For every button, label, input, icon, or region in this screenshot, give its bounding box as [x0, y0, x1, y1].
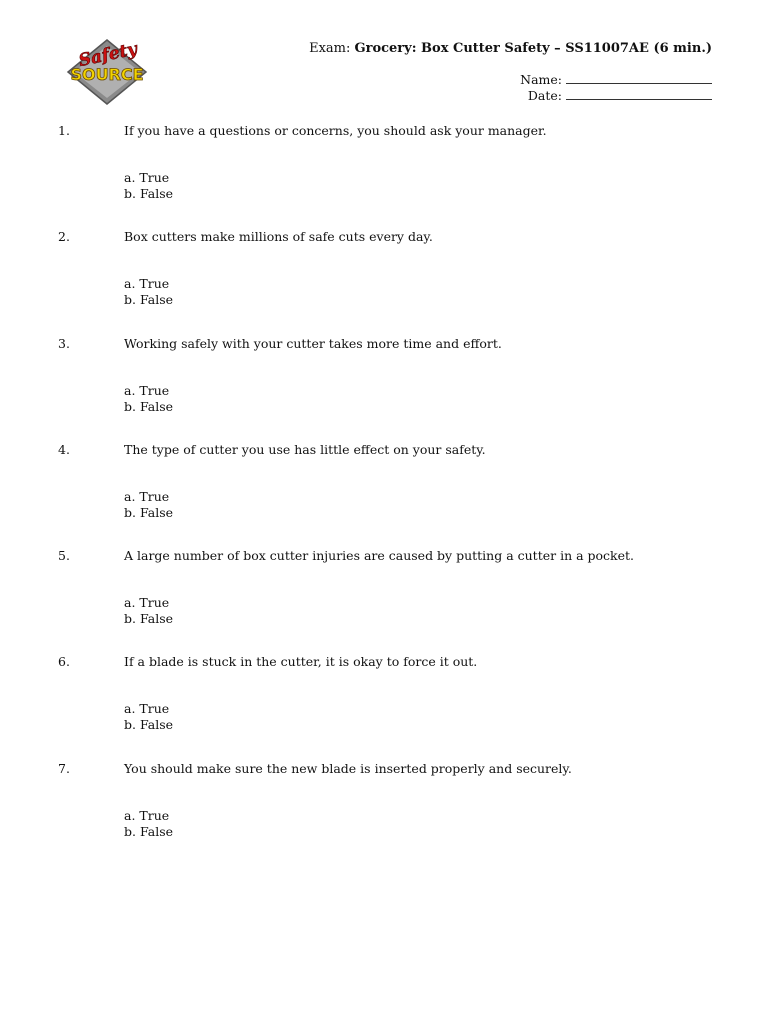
- question-item: [58, 653, 718, 759]
- question-text: If you have a questions or concerns, you should ask your manager.: [124, 123, 547, 138]
- svg-text:Safety: Safety: [76, 39, 139, 72]
- option-true[interactable]: a. True: [124, 807, 170, 823]
- question-item: [58, 441, 718, 547]
- option-true[interactable]: a. True: [124, 276, 170, 292]
- option-false[interactable]: b. False: [124, 611, 174, 627]
- name-blank[interactable]: [566, 72, 712, 84]
- question-text: You should make sure the new blade is inserted properly and securely.: [124, 760, 572, 776]
- option-false[interactable]: b. False: [124, 717, 174, 733]
- question-text: A large number of box cutter injuries are caused by putting a cutter in a pocket.: [124, 548, 635, 564]
- question-item: [58, 122, 718, 228]
- svg-text:SOURCE: SOURCE: [70, 65, 144, 84]
- question-number: 1.: [58, 123, 70, 138]
- question-text: Working safely with your cutter takes more time and effort.: [124, 335, 502, 351]
- option-true[interactable]: a. True: [124, 170, 170, 185]
- exam-header: [192, 40, 712, 104]
- option-true[interactable]: a. True: [124, 488, 170, 504]
- question-number: 2.: [58, 229, 70, 245]
- option-true[interactable]: a. True: [124, 595, 170, 611]
- option-false[interactable]: b. False: [124, 823, 174, 839]
- question-item: [58, 228, 718, 334]
- question-number: 3.: [58, 335, 70, 351]
- question-item: [58, 760, 718, 866]
- name-label: Name:: [520, 72, 562, 87]
- question-item: [58, 547, 718, 653]
- option-false[interactable]: b. False: [124, 504, 174, 520]
- option-true[interactable]: a. True: [124, 382, 170, 398]
- exam-prefix: Exam:: [309, 41, 351, 56]
- question-number: 5.: [58, 548, 70, 564]
- option-false[interactable]: b. False: [124, 398, 174, 414]
- question-item: [58, 335, 718, 441]
- exam-title: Grocery: Box Cutter Safety – SS11007AE (6 min.): [354, 41, 712, 56]
- question-number: 4.: [58, 441, 70, 457]
- option-false[interactable]: b. False: [124, 186, 174, 201]
- question-text: The type of cutter you use has little effect on your safety.: [124, 441, 486, 457]
- safety-source-logo: [66, 38, 148, 106]
- question-number: 7.: [58, 760, 70, 776]
- option-true[interactable]: a. True: [124, 701, 170, 717]
- question-list: [58, 122, 718, 866]
- name-field: [192, 72, 712, 88]
- question-number: 6.: [58, 654, 70, 670]
- date-label: Date:: [527, 88, 562, 103]
- question-text: Box cutters make millions of safe cuts every day.: [124, 229, 433, 245]
- option-false[interactable]: b. False: [124, 292, 174, 308]
- date-blank[interactable]: [566, 88, 712, 100]
- question-text: If a blade is stuck in the cutter, it is okay to force it out.: [124, 654, 478, 670]
- date-field: [192, 88, 712, 104]
- exam-title-line: [192, 40, 712, 57]
